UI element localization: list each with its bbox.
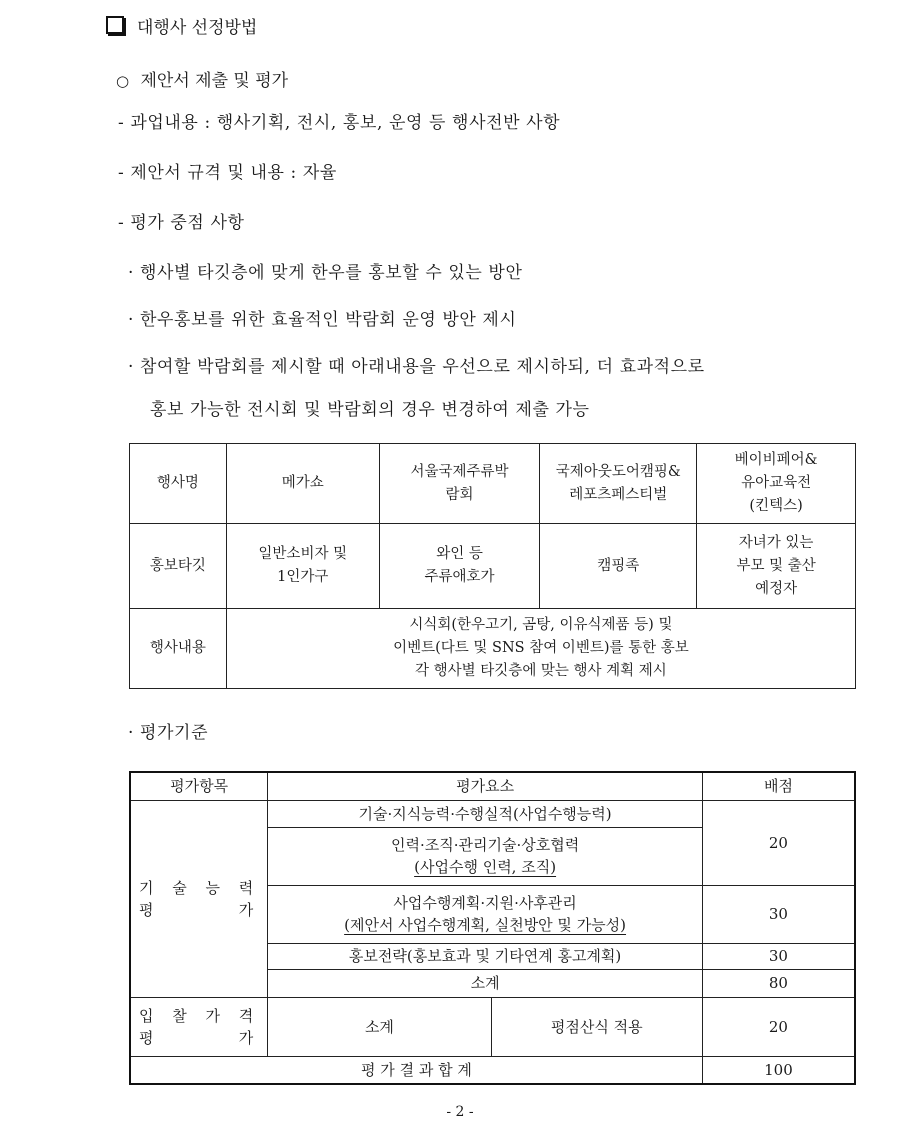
body-line: · 행사별 타깃층에 맞게 한우를 홍보할 수 있는 방안: [128, 263, 523, 283]
sub-heading: [116, 66, 288, 91]
item-cell: 홍보전략(홍보효과 및 기타연계 홍고계획): [268, 943, 703, 969]
event-cell: 베이비페어& 유아교육전 (킨텍스): [697, 444, 856, 524]
table-row: [130, 800, 855, 827]
row-header: 홍보타깃: [130, 524, 227, 609]
target-cell: 와인 등 주류애호가: [379, 524, 540, 609]
sub-heading-text: 제안서 제출 및 평가: [140, 71, 289, 91]
criteria-label: · 평가기준: [128, 723, 209, 743]
page-number: - 2 -: [446, 1104, 474, 1120]
body-line: - 과업내용 : 행사기획, 전시, 홍보, 운영 등 행사전반 사항: [118, 113, 561, 133]
header-cell: 평가항목: [130, 772, 268, 800]
body-line: - 평가 중점 사항: [118, 213, 245, 233]
event-table: [129, 443, 856, 689]
item-cell: 사업수행계획·지원·사후관리 (제안서 사업수행계획, 실천방안 및 가능성): [268, 885, 703, 943]
table-row: [130, 609, 856, 689]
table-row: [130, 524, 856, 609]
price-subtotal-label: 소계: [268, 997, 491, 1056]
subtotal-label: 소계: [268, 969, 703, 997]
checkbox-icon: [106, 16, 124, 34]
event-cell: 메가쇼: [226, 444, 379, 524]
evaluation-table: [129, 771, 856, 1085]
target-cell: 캠핑족: [540, 524, 697, 609]
circle-bullet-icon: ○: [116, 72, 130, 90]
target-cell: 일반소비자 및 1인가구: [226, 524, 379, 609]
event-cell: 국제아웃도어캠핑& 레포츠페스티벌: [540, 444, 697, 524]
score-cell: 30: [702, 885, 855, 943]
header-cell: 배점: [702, 772, 855, 800]
event-cell: 서울국제주류박 람회: [379, 444, 540, 524]
table-header-row: [130, 772, 855, 800]
price-score: 20: [702, 997, 855, 1056]
body-line: · 참여할 박람회를 제시할 때 아래내용을 우선으로 제시하되, 더 효과적으로: [128, 357, 705, 377]
content-cell: 시식회(한우고기, 곰탕, 이유식제품 등) 및 이벤트(다트 및 SNS 참여 이벤트)를 통한 홍보 각 행사별 타깃층에 맞는 행사 계획 제시: [226, 609, 855, 689]
item-cell: 인력·조직·관리기술·상호협력 (사업수행 인력, 조직): [268, 827, 703, 885]
section-heading: 대행사 선정방법: [137, 18, 258, 38]
total-score: 100: [702, 1056, 855, 1084]
table-row: [130, 1056, 855, 1084]
subtotal-score: 80: [702, 969, 855, 997]
total-label: 평 가 결 과 합 계: [130, 1056, 702, 1084]
body-line: - 제안서 규격 및 내용 : 자율: [118, 163, 337, 183]
category-cell: 입 찰 가 격 평 가: [130, 997, 268, 1056]
header-cell: 평가요소: [268, 772, 703, 800]
item-cell: 기술·지식능력·수행실적(사업수행능력): [268, 800, 703, 827]
row-header: 행사명: [130, 444, 227, 524]
body-line: 홍보 가능한 전시회 및 박람회의 경우 변경하여 제출 가능: [150, 400, 590, 420]
score-cell: 20: [702, 800, 855, 885]
body-line: · 한우홍보를 위한 효율적인 박람회 운영 방안 제시: [128, 310, 517, 330]
table-row: [130, 997, 855, 1056]
table-row: [130, 444, 856, 524]
category-cell: 기 술 능 력 평 가: [130, 800, 268, 997]
price-method: 평점산식 적용: [491, 997, 702, 1056]
target-cell: 자녀가 있는 부모 및 출산 예정자: [697, 524, 856, 609]
score-cell: 30: [702, 943, 855, 969]
row-header: 행사내용: [130, 609, 227, 689]
